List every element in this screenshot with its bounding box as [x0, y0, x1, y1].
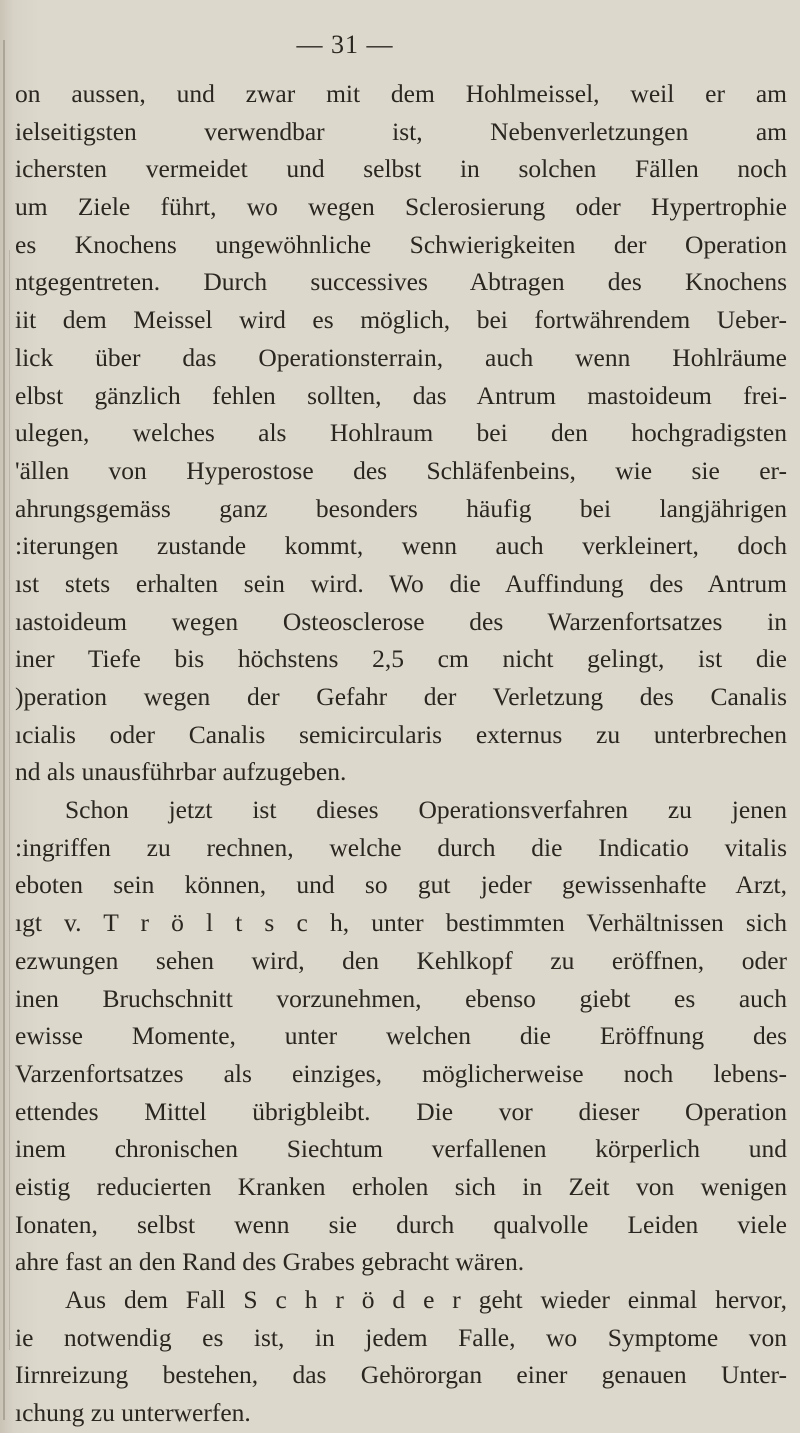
paragraph-start-line: Schon jetzt ist dieses Operationsverfahren zu jenen [65, 795, 787, 825]
text-line: inem chronischen Siechtum verfallenen körperlich und [15, 1134, 787, 1164]
binding-gutter [3, 40, 5, 1420]
text-line: :ingriffen zu rechnen, welche durch die Indicatio vitalis [15, 832, 787, 862]
text-line: 'ällen von Hyperostose des Schläfenbeins, wie sie er- [15, 455, 787, 485]
text-line: ettendes Mittel übrigbleibt. Die vor dieser Operation [15, 1096, 787, 1126]
text-line: inen Bruchschnitt vorzunehmen, ebenso giebt es auch [15, 983, 787, 1013]
text-line: ichersten vermeidet und selbst in solchen Fällen noch [15, 154, 787, 184]
text-line: ielseitigsten verwendbar ist, Nebenverletzungen am [15, 116, 787, 146]
text-line: on aussen, und zwar mit dem Hohlmeissel, weil er am [15, 79, 787, 108]
text-line: ewisse Momente, unter welchen die Eröffnung des [15, 1021, 787, 1051]
text-line: Ionaten, selbst wenn sie durch qualvolle Leiden viele [15, 1209, 787, 1239]
text-line: ıgt v. T r ö l t s c h, unter bestimmten Verhältnissen sich [15, 908, 787, 938]
paragraph-start-line: Aus dem Fall S c h r ö d e r geht wieder einmal hervor, [65, 1285, 787, 1314]
text-line: Varzenfortsatzes als einziges, möglicherweise noch lebens- [15, 1058, 787, 1088]
body-text [15, 75, 787, 1432]
text-line: eboten sein können, und so gut jeder gewissenhafte Arzt, [15, 870, 787, 900]
page-number: — 31 — [296, 30, 394, 59]
text-line: ıastoideum wegen Osteosclerose des Warzenfortsatzes in [15, 606, 787, 636]
text-line: lick über das Operationsterrain, auch wenn Hohlräume [15, 342, 787, 372]
paragraph-end-line: ahre fast an den Rand des Grabes gebracht wären. [15, 1247, 525, 1277]
text-line: um Ziele führt, wo wegen Sclerosierung oder Hypertrophie [15, 192, 787, 222]
text-line: es Knochens ungewöhnliche Schwierigkeiten der Operation [15, 229, 787, 259]
binding-gutter-inner [9, 250, 10, 1350]
text-line: :iterungen zustande kommt, wenn auch verkleinert, doch [15, 531, 787, 561]
text-line: ıst stets erhalten sein wird. Wo die Auffindung des Antrum [15, 568, 787, 598]
text-line: ezwungen sehen wird, den Kehlkopf zu eröffnen, oder [15, 945, 787, 975]
text-line: ıcialis oder Canalis semicircularis externus zu unterbrechen [15, 719, 787, 749]
text-line: ie notwendig es ist, in jedem Falle, wo Symptome von [15, 1322, 787, 1352]
paragraph-end-line: nd als unausführbar aufzugeben. [15, 757, 347, 787]
text-line: eistig reducierten Kranken erholen sich in Zeit von wenigen [15, 1171, 787, 1201]
text-line: iner Tiefe bis höchstens 2,5 cm nicht gelingt, ist die [15, 644, 787, 674]
text-line: )peration wegen der Gefahr der Verletzung des Canalis [15, 682, 787, 711]
text-line: ulegen, welches als Hohlraum bei den hochgradigsten [15, 418, 787, 448]
text-line: iit dem Meissel wird es möglich, bei fortwährendem Ueber- [15, 305, 787, 335]
paragraph-end-line: ıchung zu unterwerfen. [15, 1398, 251, 1428]
text-line: ahrungsgemäss ganz besonders häufig bei langjährigen [15, 493, 787, 523]
text-line: Iirnreizung bestehen, das Gehörorgan einer genauen Unter- [15, 1360, 787, 1390]
text-line: ntgegentreten. Durch successives Abtragen des Knochens [15, 267, 787, 297]
text-line: elbst gänzlich fehlen sollten, das Antrum mastoideum frei- [15, 380, 787, 410]
